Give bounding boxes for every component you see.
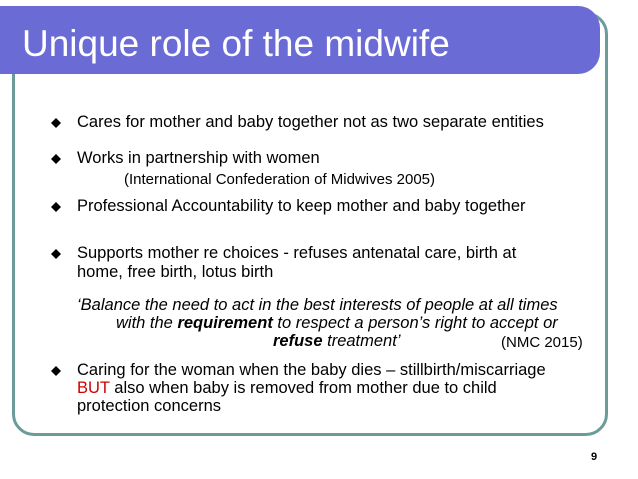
icm-citation: (International Confederation of Midwives 2005) (124, 171, 436, 188)
bullet-text-5-line1: Caring for the woman when the baby dies – stillbirth/miscarriage (77, 361, 546, 379)
quote-line-1: ‘Balance the need to act in the best interests of people at all times (77, 296, 558, 314)
page-number: 9 (591, 451, 598, 463)
diamond-bullet-icon (51, 118, 61, 128)
bullet-text-4-line2: home, free birth, lotus birth (77, 263, 274, 281)
bullet-text-1: Cares for mother and baby together not as two separate entities (77, 113, 544, 131)
quote-line-3: refuse treatment’ (273, 332, 401, 350)
bullet-text-5-line3: protection concerns (77, 397, 221, 415)
diamond-bullet-icon (51, 154, 61, 164)
bullet-text-4-line1: Supports mother re choices - refuses antenatal care, birth at (77, 244, 517, 262)
bullet-text-2: Works in partnership with women (77, 149, 320, 167)
nmc-citation: (NMC 2015) (501, 334, 583, 351)
slide-title: Unique role of the midwife (22, 23, 450, 64)
bullet-text-3: Professional Accountability to keep mother and baby together (77, 197, 526, 215)
bullet-text-5-line2: BUT also when baby is removed from mother due to child (77, 379, 497, 397)
diamond-bullet-icon (51, 366, 61, 376)
diamond-bullet-icon (51, 202, 61, 212)
but-emphasis: BUT (77, 379, 110, 397)
diamond-bullet-icon (51, 249, 61, 259)
quote-line-2: with the requirement to respect a person’s right to accept or (116, 314, 558, 332)
